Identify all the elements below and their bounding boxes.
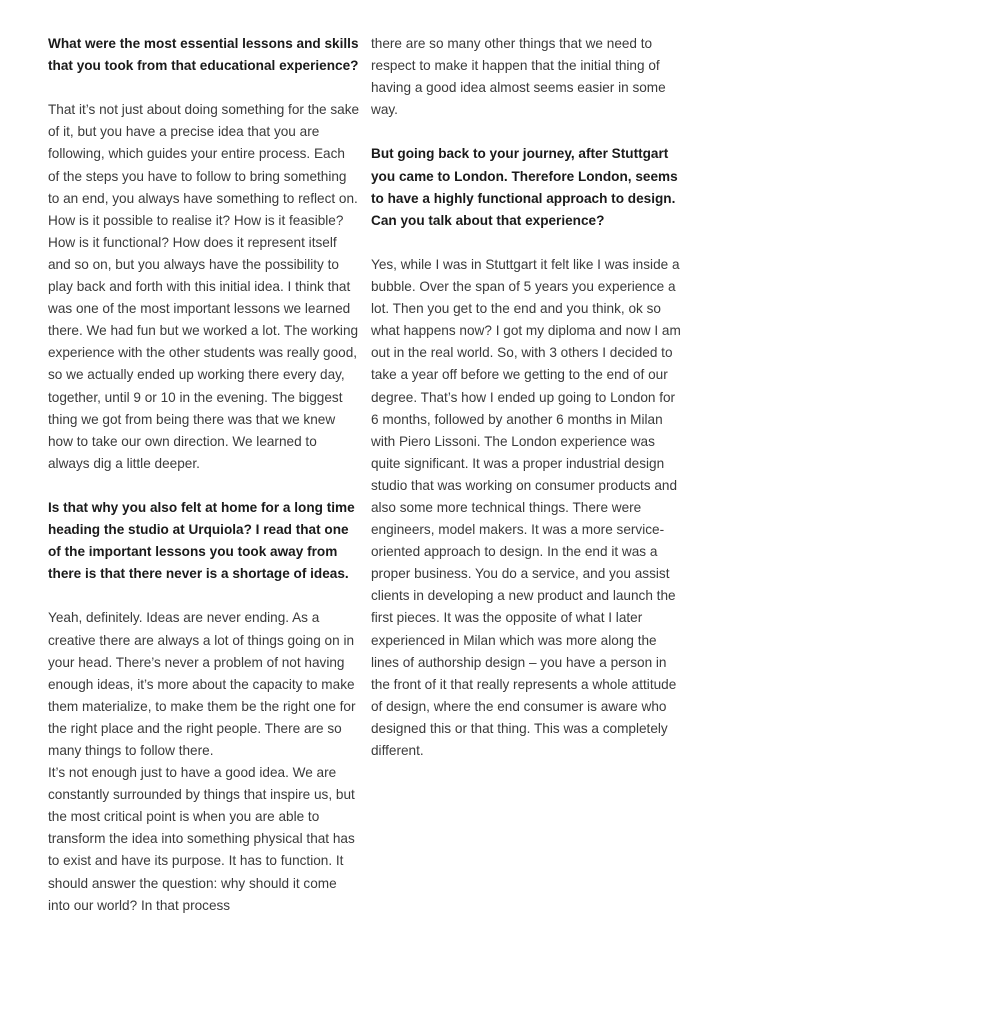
right-column bbox=[371, 33, 681, 762]
answer-urquiola-part2: It’s not enough just to have a good idea. We are constantly surrounded by things that inspire us, but the most critical point is when you are able to transform the idea into something physical that has to exist and have its purpose. It has to function. It should answer the question: why should it come into our world? In that process bbox=[48, 765, 355, 913]
question-educational-lessons: What were the most essential lessons and skills that you took from that educational experience? bbox=[48, 36, 359, 74]
answer-urquiola-continued: there are so many other things that we need to respect to make it happen that the initial thing of having a good idea almost seems easier in some way. bbox=[371, 36, 666, 118]
answer-educational-lessons: That it’s not just about doing something for the sake of it, but you have a precise idea that you are following, which guides your entire process. Each of the steps you have to follow to bring something to an end, you always have something to reflect on. How is it possible to realise it? How is it feasible? How is it functional? How does it represent itself and so on, but you always have the possibility to play back and forth with this initial idea. I think that was one of the most important lessons we learned there. We had fun but we worked a lot. The working experience with the other students was really good, so we actually ended up working there every day, together, until 9 or 10 in the evening. The biggest thing we got from being there was that we knew how to take our own direction. We learned to always dig a little deeper. bbox=[48, 102, 360, 471]
answer-london: Yes, while I was in Stuttgart it felt like I was inside a bubble. Over the span of 5 years you experience a lot. Then you get to the end and you think, ok so what happens now? I got my diploma and now I am out in the real world. So, with 3 others I decided to take a year off before we getting to the end of our degree. That’s how I ended up going to London for 6 months, followed by another 6 months in Milan with Piero Lissoni. The London experience was quite significant. It was a proper industrial design studio that was working on consumer products and also some more technical things. There were engineers, model makers. It was a more service-oriented approach to design. In the end it was a proper business. You do a service, and you assist clients in developing a new product and launch the first pieces. It was the opposite of what I later experienced in Milan which was more along the lines of authorship design – you have a person in the front of it that really represents a whole attitude of design, where the end consumer is aware who designed this or that thing. This was a completely different. bbox=[371, 256, 681, 758]
question-london: But going back to your journey, after Stuttgart you came to London. Therefore London, seems to have a highly functional approach to design. Can you talk about that experience? bbox=[371, 146, 678, 228]
answer-urquiola-part1: Yeah, definitely. Ideas are never ending. As a creative there are always a lot of things going on in your head. There’s never a problem of not having enough ideas, it’s more about the capacity to make them materialize, to make them be the right one for the right place and the right people. There are so many things to follow there. bbox=[48, 610, 356, 758]
question-urquiola: Is that why you also felt at home for a long time heading the studio at Urquiola? I read that one of the important lessons you took away from there is that there never is a shortage of ideas. bbox=[48, 499, 355, 582]
left-column bbox=[48, 33, 360, 917]
